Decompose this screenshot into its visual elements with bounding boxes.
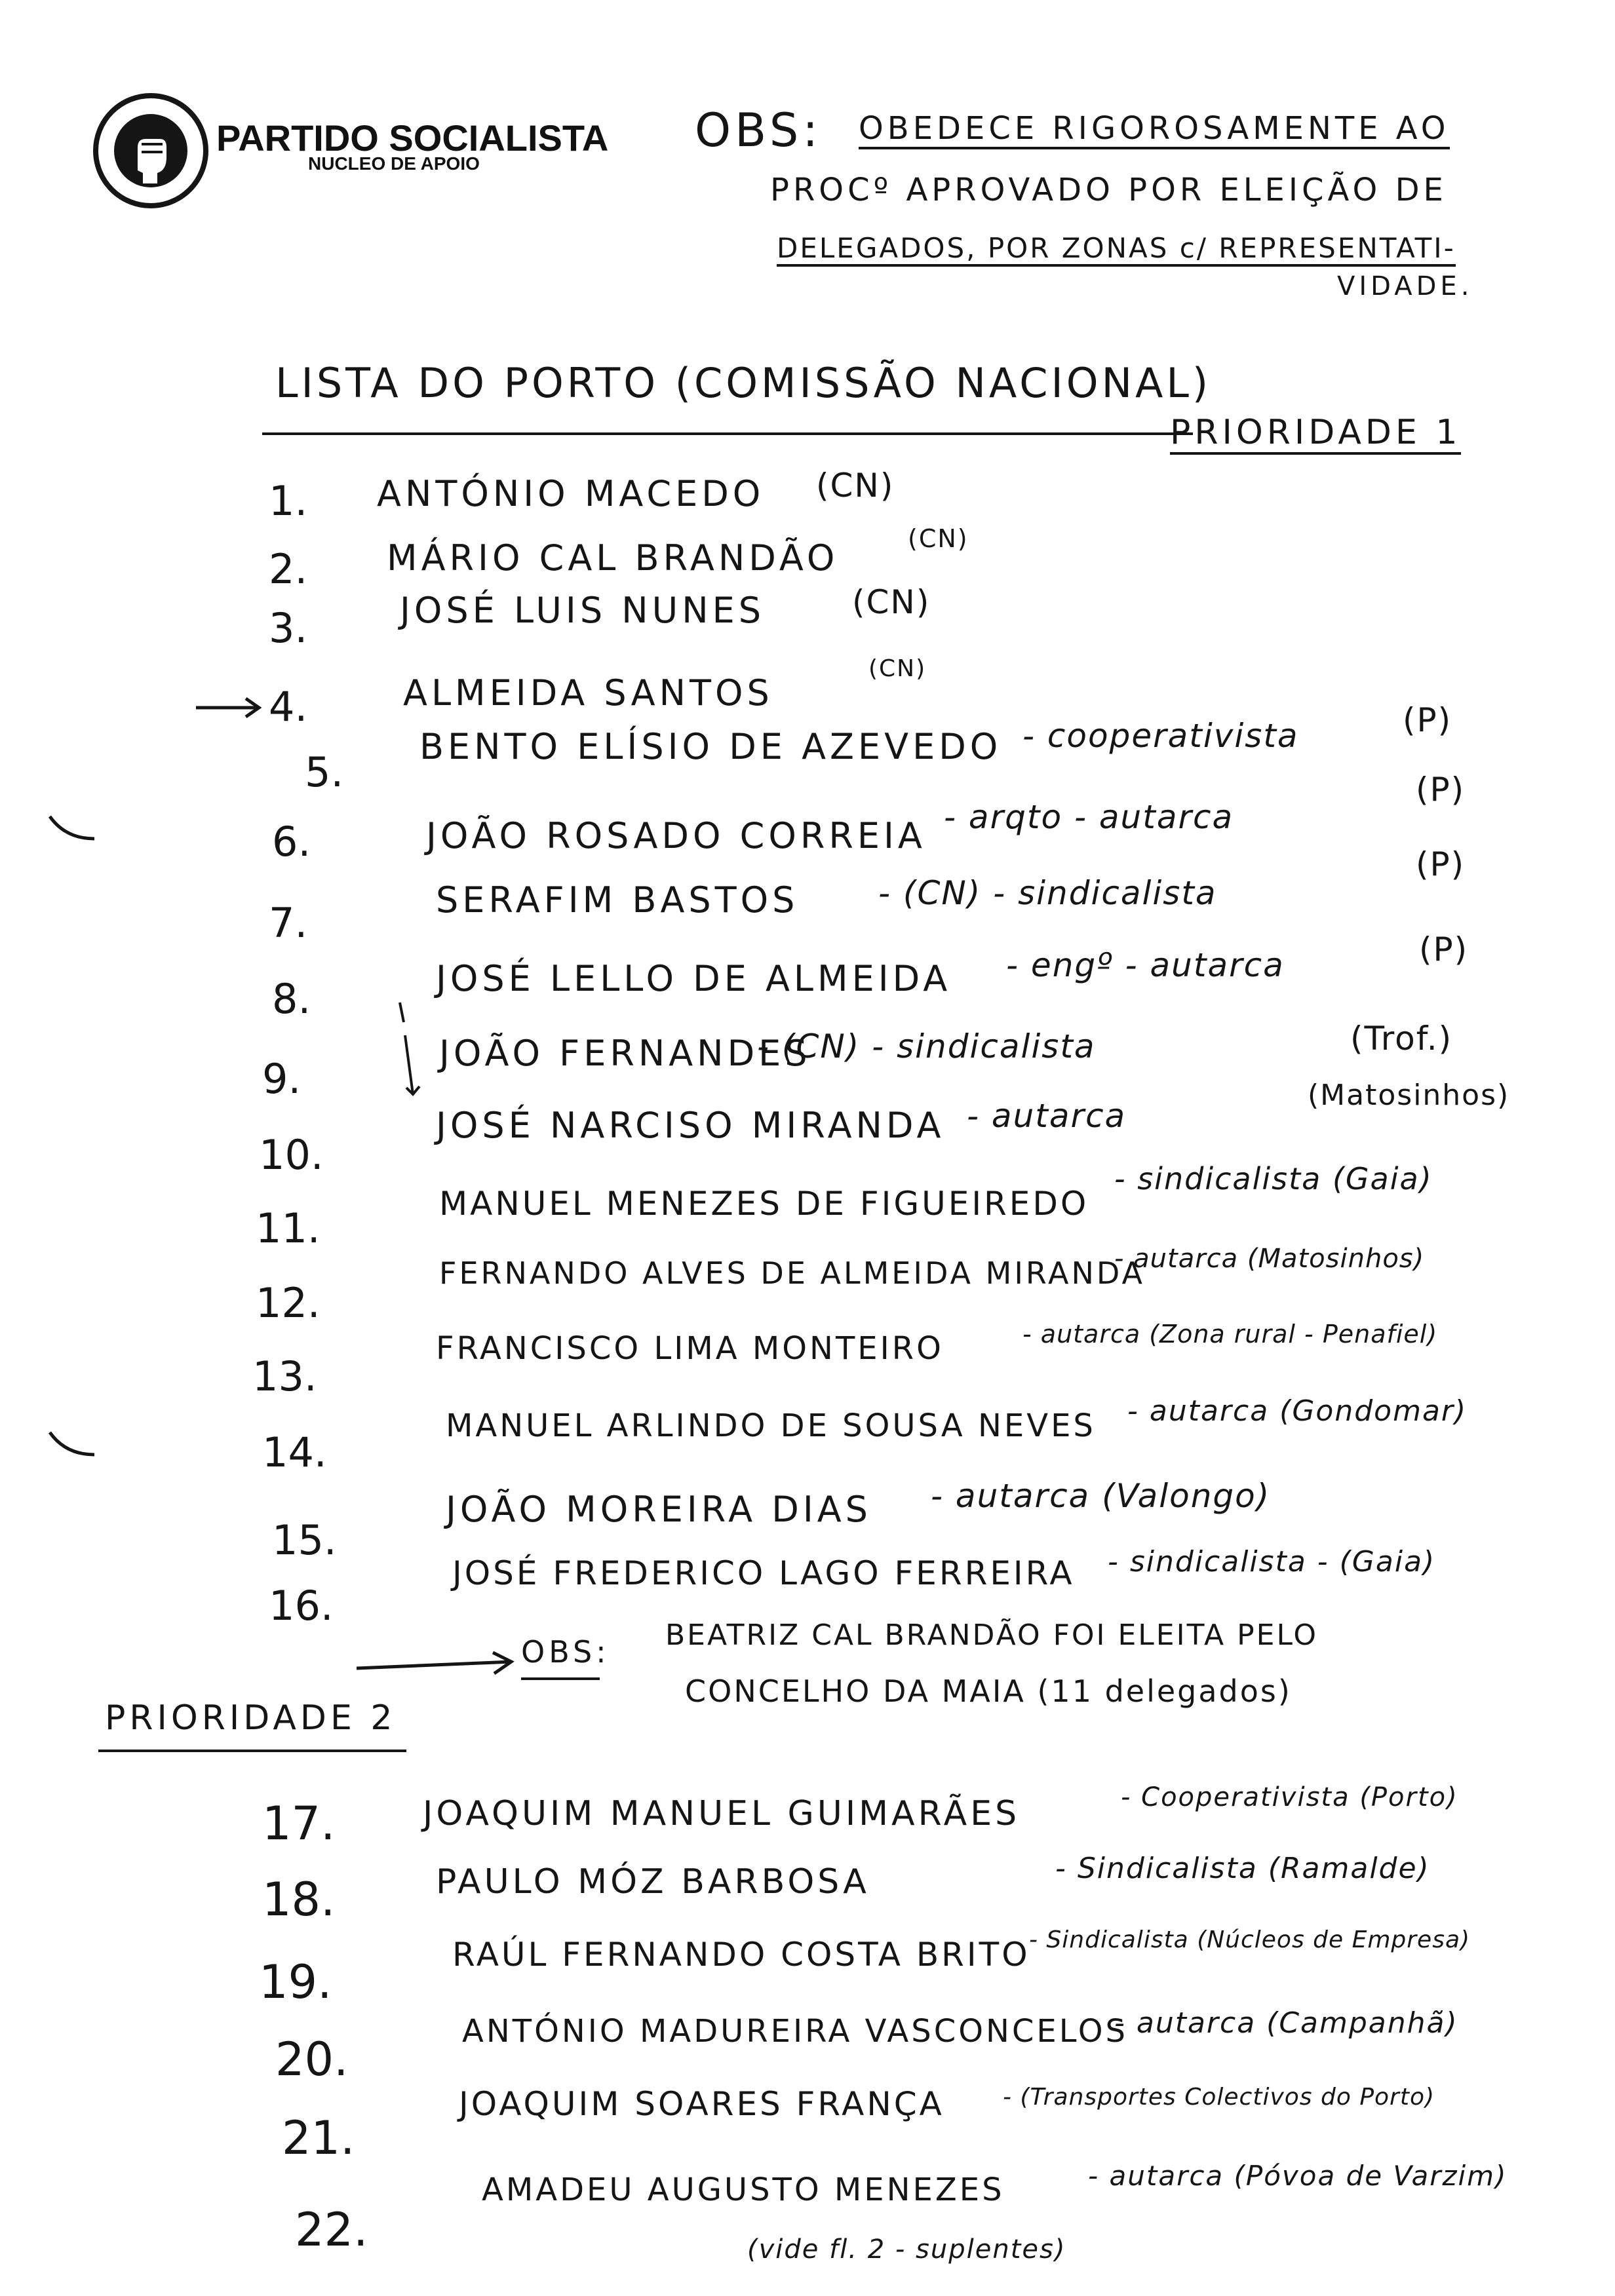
obs-line-3: DELEGADOS, POR ZONAS c/ REPRESENTATI- xyxy=(777,232,1456,267)
obs-line-4: VIDADE. xyxy=(1337,271,1473,301)
party-logo xyxy=(92,92,210,210)
item-note: - (CN) - sindicalista xyxy=(878,874,1217,912)
item-name: JOSÉ LUIS NUNES xyxy=(400,590,765,631)
obs2-line-1: BEATRIZ CAL BRANDÃO FOI ELEITA PELO xyxy=(665,1618,1319,1652)
item-note: - autarca (Campanhã) xyxy=(1114,2006,1458,2040)
title-underline xyxy=(262,432,1193,435)
item-name: MANUEL ARLINDO DE SOUSA NEVES xyxy=(446,1407,1096,1444)
item-number: 11. xyxy=(256,1204,321,1252)
item-name: JOAQUIM MANUEL GUIMARÃES xyxy=(423,1794,1021,1833)
item-note: - (CN) - sindicalista xyxy=(757,1027,1096,1065)
item-number: 17. xyxy=(262,1797,336,1850)
item-name: JOAQUIM SOARES FRANÇA xyxy=(459,2085,944,2123)
item-name: JOSÉ LELLO DE ALMEIDA xyxy=(436,958,952,999)
item-note: - autarca xyxy=(967,1097,1127,1135)
item-tag: (P) xyxy=(1403,701,1452,739)
item-number: 7. xyxy=(269,899,308,947)
item-tag: (Matosinhos) xyxy=(1308,1079,1510,1112)
item-name: MANUEL MENEZES DE FIGUEIREDO xyxy=(439,1185,1089,1223)
item-tag: (P) xyxy=(1416,771,1466,809)
item-number: 15. xyxy=(272,1516,337,1564)
obs2-underline xyxy=(521,1677,600,1680)
item-note: - autarca (Matosinhos) xyxy=(1114,1244,1425,1274)
item-number: 16. xyxy=(269,1582,334,1630)
item-note: - autarca (Zona rural - Penafiel) xyxy=(1022,1320,1438,1349)
arrow-icon xyxy=(193,695,265,721)
item-note: (CN) xyxy=(908,524,969,553)
item-number: 6. xyxy=(272,818,311,866)
item-number: 5. xyxy=(305,748,344,796)
list-title: LISTA DO PORTO (COMISSÃO NACIONAL) xyxy=(275,359,1212,407)
item-name: AMADEU AUGUSTO MENEZES xyxy=(482,2172,1005,2208)
item-note: (CN) xyxy=(868,655,927,682)
item-sub-note: (vide fl. 2 - suplentes) xyxy=(747,2234,1066,2265)
fist-logo-icon xyxy=(92,92,210,210)
item-name: JOÃO MOREIRA DIAS xyxy=(446,1489,872,1530)
item-name: JOSÉ FREDERICO LAGO FERREIRA xyxy=(452,1554,1075,1592)
item-name: MÁRIO CAL BRANDÃO xyxy=(387,537,839,579)
item-name: FRANCISCO LIMA MONTEIRO xyxy=(436,1330,944,1367)
item-note: - engº - autarca xyxy=(1006,946,1285,984)
item-note: - Sindicalista (Núcleos de Empresa) xyxy=(1029,1926,1471,1953)
item-name: JOÃO ROSADO CORREIA xyxy=(426,815,926,856)
item-number: 12. xyxy=(256,1279,321,1327)
priority-2-underline xyxy=(98,1750,406,1752)
obs-line-1: OBEDECE RIGOROSAMENTE AO xyxy=(859,110,1450,149)
item-number: 8. xyxy=(272,975,311,1023)
item-number: 13. xyxy=(252,1352,317,1400)
item-tag: (P) xyxy=(1416,845,1466,883)
item-note: - cooperativista xyxy=(1022,717,1299,755)
item-number: 3. xyxy=(269,604,308,652)
item-number: 2. xyxy=(269,545,308,593)
item-name: ANTÓNIO MADUREIRA VASCONCELOS xyxy=(462,2013,1129,2050)
item-note: - Sindicalista (Ramalde) xyxy=(1055,1852,1430,1885)
party-name: PARTIDO SOCIALISTA xyxy=(216,117,609,159)
item-number: 4. xyxy=(269,683,308,731)
item-note: - autarca (Valongo) xyxy=(931,1477,1271,1515)
item-name: ALMEIDA SANTOS xyxy=(403,672,773,714)
item-note: (CN) xyxy=(852,583,931,621)
item-number: 10. xyxy=(259,1131,324,1179)
item-note: - arqto - autarca xyxy=(944,798,1234,836)
item-name: SERAFIM BASTOS xyxy=(436,879,799,921)
item-tag: (P) xyxy=(1419,930,1469,968)
item-name: RAÚL FERNANDO COSTA BRITO xyxy=(452,1936,1030,1974)
margin-mark-2 xyxy=(46,1428,98,1468)
item-note: - autarca (Póvoa de Varzim) xyxy=(1088,2160,1508,2192)
obs-arrow-icon xyxy=(354,1649,518,1681)
item-note: - sindicalista (Gaia) xyxy=(1114,1161,1433,1196)
item-number: 14. xyxy=(262,1428,327,1476)
item-note: (CN) xyxy=(816,467,895,505)
item-name: PAULO MÓZ BARBOSA xyxy=(436,1862,870,1902)
swap-arrow-icon xyxy=(387,996,426,1114)
item-name: FERNANDO ALVES DE ALMEIDA MIRANDA xyxy=(439,1255,1145,1291)
priority-1-label: PRIORIDADE 1 xyxy=(1170,413,1461,455)
item-name: JOSÉ NARCISO MIRANDA xyxy=(436,1105,945,1146)
item-name: JOÃO FERNANDES xyxy=(439,1033,811,1074)
obs-line-2: PROCº APROVADO POR ELEIÇÃO DE xyxy=(770,172,1447,208)
item-tag: (Trof.) xyxy=(1350,1020,1453,1058)
item-note: - Cooperativista (Porto) xyxy=(1121,1782,1458,1812)
item-note: - autarca (Gondomar) xyxy=(1127,1394,1468,1428)
item-number: 18. xyxy=(262,1873,336,1926)
item-number: 9. xyxy=(262,1055,302,1103)
item-note: - sindicalista - (Gaia) xyxy=(1108,1545,1436,1578)
obs-label: OBS: xyxy=(695,104,822,157)
item-number: 22. xyxy=(295,2203,368,2257)
party-subtitle: NUCLEO DE APOIO xyxy=(308,153,480,174)
item-name: ANTÓNIO MACEDO xyxy=(377,473,765,514)
item-number: 21. xyxy=(282,2111,355,2165)
obs2-line-2: CONCELHO DA MAIA (11 delegados) xyxy=(685,1674,1292,1709)
item-note: - (Transportes Colectivos do Porto) xyxy=(1003,2084,1435,2111)
item-number: 19. xyxy=(259,1955,332,2009)
item-number: 1. xyxy=(269,477,308,525)
obs2-label: OBS: xyxy=(521,1634,610,1670)
item-number: 20. xyxy=(275,2033,349,2086)
margin-mark-1 xyxy=(46,813,98,852)
priority-2-label: PRIORIDADE 2 xyxy=(105,1698,397,1738)
item-name: BENTO ELÍSIO DE AZEVEDO xyxy=(419,726,1002,767)
